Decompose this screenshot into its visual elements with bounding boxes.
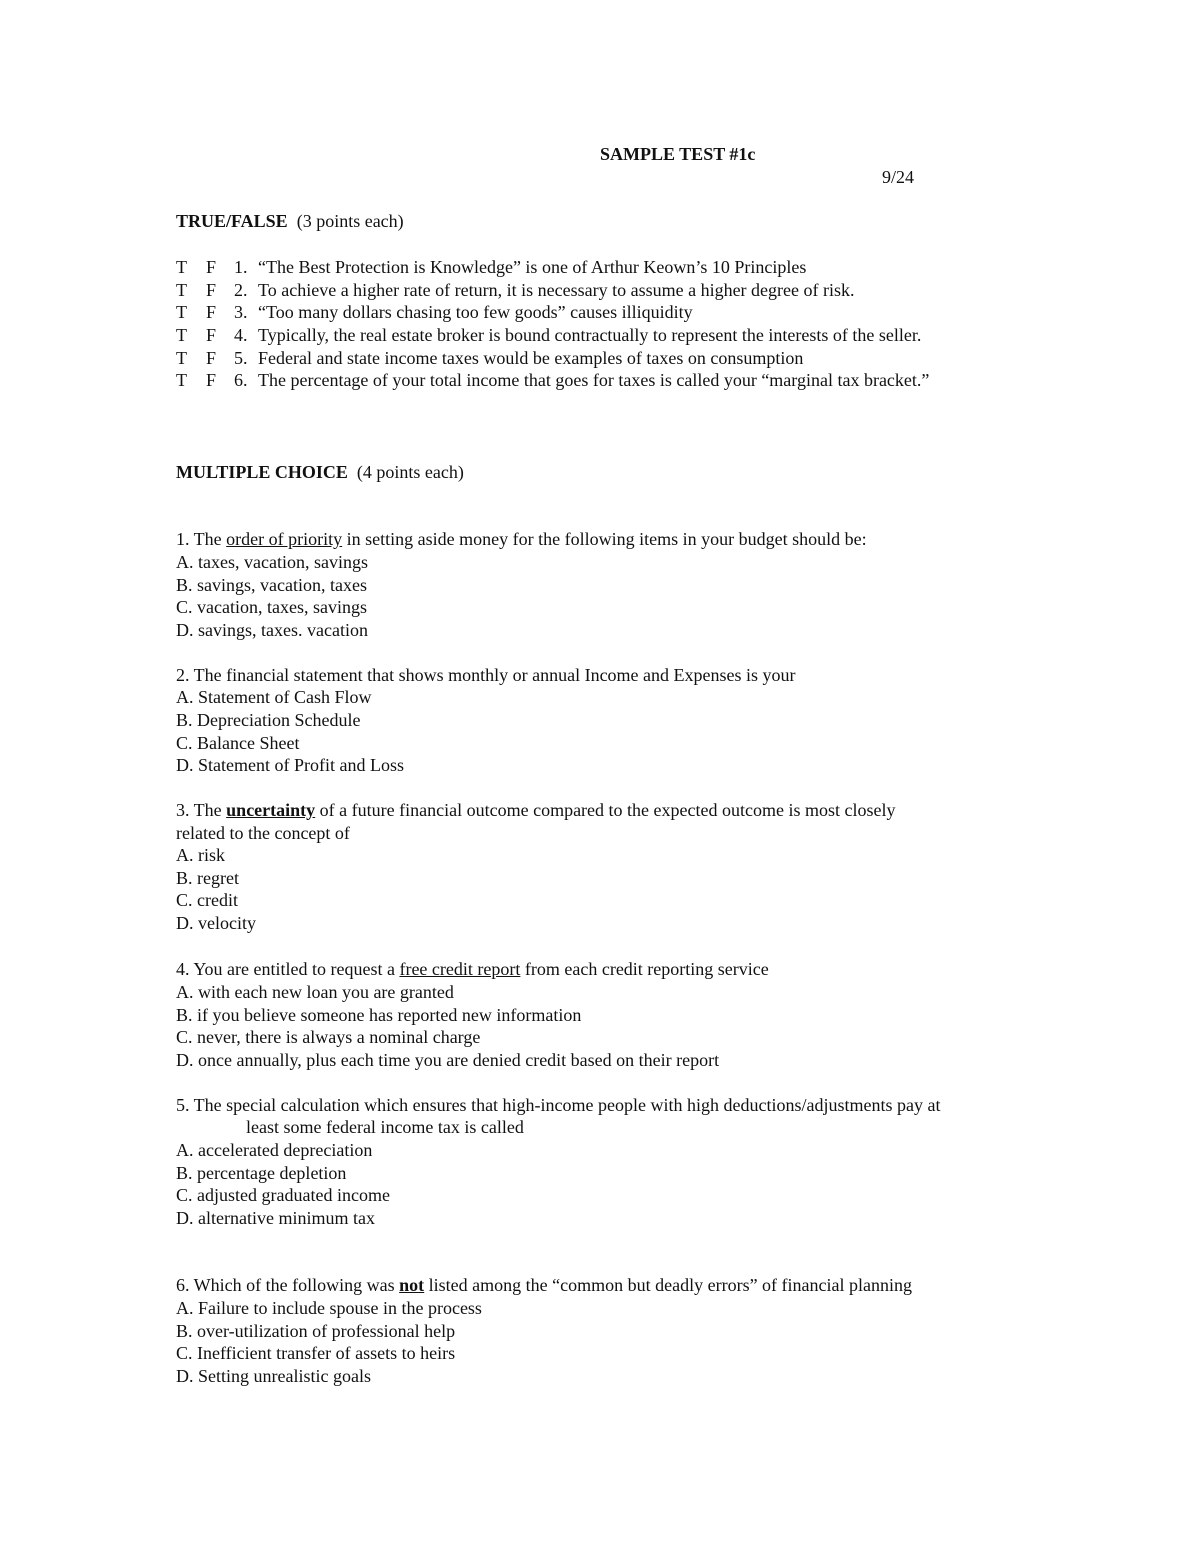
tf-number: 2. <box>234 280 248 300</box>
false-option[interactable]: F <box>206 370 217 390</box>
true-false-points: (3 points each) <box>296 211 404 231</box>
tf-statement: The percentage of your total income that goes for taxes is called your “marginal tax bracket.” <box>258 370 930 390</box>
true-option[interactable]: T <box>176 257 187 277</box>
emphasis-underlined: order of priority <box>226 529 343 549</box>
answer-option[interactable]: C. credit <box>176 890 238 910</box>
answer-option[interactable]: B. if you believe someone has reported new information <box>176 1005 582 1025</box>
multiple-choice-points: (4 points each) <box>356 462 464 482</box>
answer-option[interactable]: A. risk <box>176 845 225 865</box>
true-option[interactable]: T <box>176 370 187 390</box>
answer-option[interactable]: A. with each new loan you are granted <box>176 982 454 1002</box>
tf-number: 1. <box>234 257 248 277</box>
question-stem: 5. The special calculation which ensures that high-income people with high deductions/adjustments pay at <box>176 1095 941 1115</box>
answer-option[interactable]: D. Statement of Profit and Loss <box>176 755 404 775</box>
emphasis-underlined: uncertainty <box>226 800 316 820</box>
answer-option[interactable]: B. regret <box>176 868 239 888</box>
true-false-title: TRUE/FALSE <box>176 211 288 231</box>
tf-statement: Federal and state income taxes would be examples of taxes on consumption <box>258 348 804 368</box>
test-date: 9/24 <box>882 167 915 187</box>
tf-number: 6. <box>234 370 248 390</box>
answer-option[interactable]: A. Failure to include spouse in the process <box>176 1298 482 1318</box>
true-option[interactable]: T <box>176 325 187 345</box>
true-option[interactable]: T <box>176 348 187 368</box>
true-option[interactable]: T <box>176 302 187 322</box>
tf-statement: To achieve a higher rate of return, it is necessary to assume a higher degree of risk. <box>258 280 855 300</box>
question-stem: 4. You are entitled to request a free credit report from each credit reporting service <box>176 959 769 979</box>
answer-option[interactable]: C. Balance Sheet <box>176 733 300 753</box>
tf-statement: “The Best Protection is Knowledge” is one of Arthur Keown’s 10 Principles <box>258 257 807 277</box>
answer-option[interactable]: D. savings, taxes. vacation <box>176 620 368 640</box>
tf-statement: “Too many dollars chasing too few goods” causes illiquidity <box>258 302 693 322</box>
tf-number: 5. <box>234 348 248 368</box>
tf-statement: Typically, the real estate broker is bound contractually to represent the interests of the seller. <box>258 325 922 345</box>
true-option[interactable]: T <box>176 280 187 300</box>
answer-option[interactable]: B. savings, vacation, taxes <box>176 575 367 595</box>
question-stem-continued: least some federal income tax is called <box>246 1117 524 1137</box>
answer-option[interactable]: A. accelerated depreciation <box>176 1140 373 1160</box>
false-option[interactable]: F <box>206 325 217 345</box>
multiple-choice-heading <box>176 463 464 481</box>
answer-option[interactable]: D. alternative minimum tax <box>176 1208 375 1228</box>
tf-number: 3. <box>234 302 248 322</box>
answer-option[interactable]: D. velocity <box>176 913 256 933</box>
false-option[interactable]: F <box>206 280 217 300</box>
question-stem: 3. The uncertainty of a future financial outcome compared to the expected outcome is most closely <box>176 800 896 820</box>
answer-option[interactable]: D. once annually, plus each time you are denied credit based on their report <box>176 1050 720 1070</box>
answer-option[interactable]: B. Depreciation Schedule <box>176 710 361 730</box>
question-stem-continued: related to the concept of <box>176 823 350 843</box>
question-stem: 2. The financial statement that shows monthly or annual Income and Expenses is your <box>176 665 796 685</box>
multiple-choice-title: MULTIPLE CHOICE <box>176 462 348 482</box>
false-option[interactable]: F <box>206 302 217 322</box>
answer-option[interactable]: C. vacation, taxes, savings <box>176 597 367 617</box>
answer-option[interactable]: A. taxes, vacation, savings <box>176 552 368 572</box>
answer-option[interactable]: B. over-utilization of professional help <box>176 1321 456 1341</box>
true-false-heading <box>176 212 404 230</box>
tf-number: 4. <box>234 325 248 345</box>
emphasis-underlined: free credit report <box>399 959 521 979</box>
question-stem: 1. The order of priority in setting aside money for the following items in your budget should be: <box>176 529 867 549</box>
answer-option[interactable]: C. Inefficient transfer of assets to heirs <box>176 1343 456 1363</box>
page-title: SAMPLE TEST #1c <box>600 144 756 164</box>
false-option[interactable]: F <box>206 348 217 368</box>
answer-option[interactable]: B. percentage depletion <box>176 1163 347 1183</box>
answer-option[interactable]: D. Setting unrealistic goals <box>176 1366 371 1386</box>
answer-option[interactable]: C. never, there is always a nominal charge <box>176 1027 481 1047</box>
answer-option[interactable]: A. Statement of Cash Flow <box>176 687 372 707</box>
question-stem: 6. Which of the following was not listed among the “common but deadly errors” of financial planning <box>176 1275 913 1295</box>
false-option[interactable]: F <box>206 257 217 277</box>
emphasis-underlined: not <box>399 1275 425 1295</box>
answer-option[interactable]: C. adjusted graduated income <box>176 1185 390 1205</box>
